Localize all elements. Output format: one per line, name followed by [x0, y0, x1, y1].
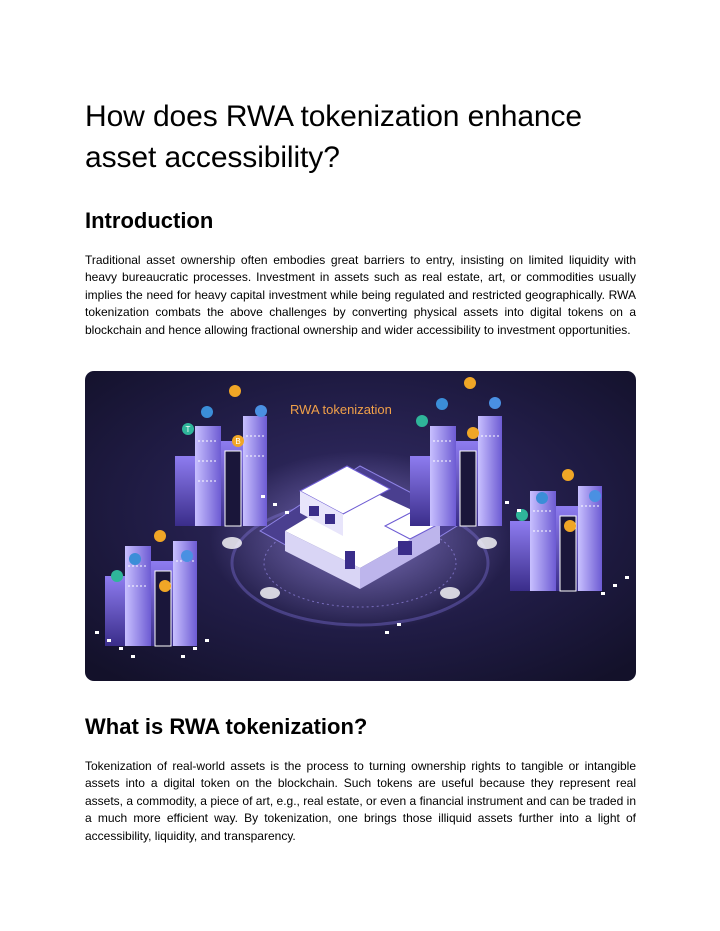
- illustration-caption: RWA tokenization: [290, 402, 392, 417]
- eth-token-icon: [129, 553, 141, 565]
- what-is-paragraph: Tokenization of real-world assets is the process to turning ownership rights to tangible or intangible assets into a digital token on the blockchain. Such tokens are useful because they represent real assets, a commodity, a piece of art, e.g., real estate, or even a financial instrument and can be traded in a much more efficient way. By tokenization, one brings those illiquid assets further into a light of accessibility, liquidity, and transparency.: [85, 759, 636, 843]
- svg-text:B: B: [235, 437, 241, 446]
- section-heading-what-is-rwa-tokenization: What is RWA tokenization?: [85, 714, 368, 739]
- bitcoin-token-icon: [159, 580, 171, 592]
- gold-coin-icon: [229, 385, 241, 397]
- section-heading-introduction: Introduction: [85, 208, 214, 233]
- eth-token-icon: [201, 406, 213, 418]
- eth-token-icon: [436, 398, 448, 410]
- bitcoin-token-icon: [564, 520, 576, 532]
- gold-coin-icon: [464, 377, 476, 389]
- blue-token-icon: [181, 550, 193, 562]
- document-title: How does RWA tokenization enhance asset accessibility?: [85, 100, 583, 174]
- gold-coin-icon: [562, 469, 574, 481]
- eth-token-icon: [536, 492, 548, 504]
- blue-token-icon: [589, 490, 601, 502]
- intro-paragraph: Traditional asset ownership often embodies great barriers to entry, insisting on limited liquidity with heavy bureaucratic processes. Investment in assets such as real estate, art, or commodities usually implies the need for heavy capital investment while being regulated and restricted geographically. RWA tokenization combats the above challenges by converting physical assets into digital tokens on a blockchain and hence allowing fractional ownership and wider accessibility to investment opportunities.: [85, 253, 636, 337]
- rwa-tokenization-illustration: [85, 371, 636, 681]
- teal-token-icon: [416, 415, 428, 427]
- teal-token-icon: [111, 570, 123, 582]
- svg-text:T: T: [185, 425, 191, 434]
- bitcoin-token-icon: [467, 427, 479, 439]
- blue-token-icon: [489, 397, 501, 409]
- blue-token-icon: [255, 405, 267, 417]
- gold-coin-icon: [154, 530, 166, 542]
